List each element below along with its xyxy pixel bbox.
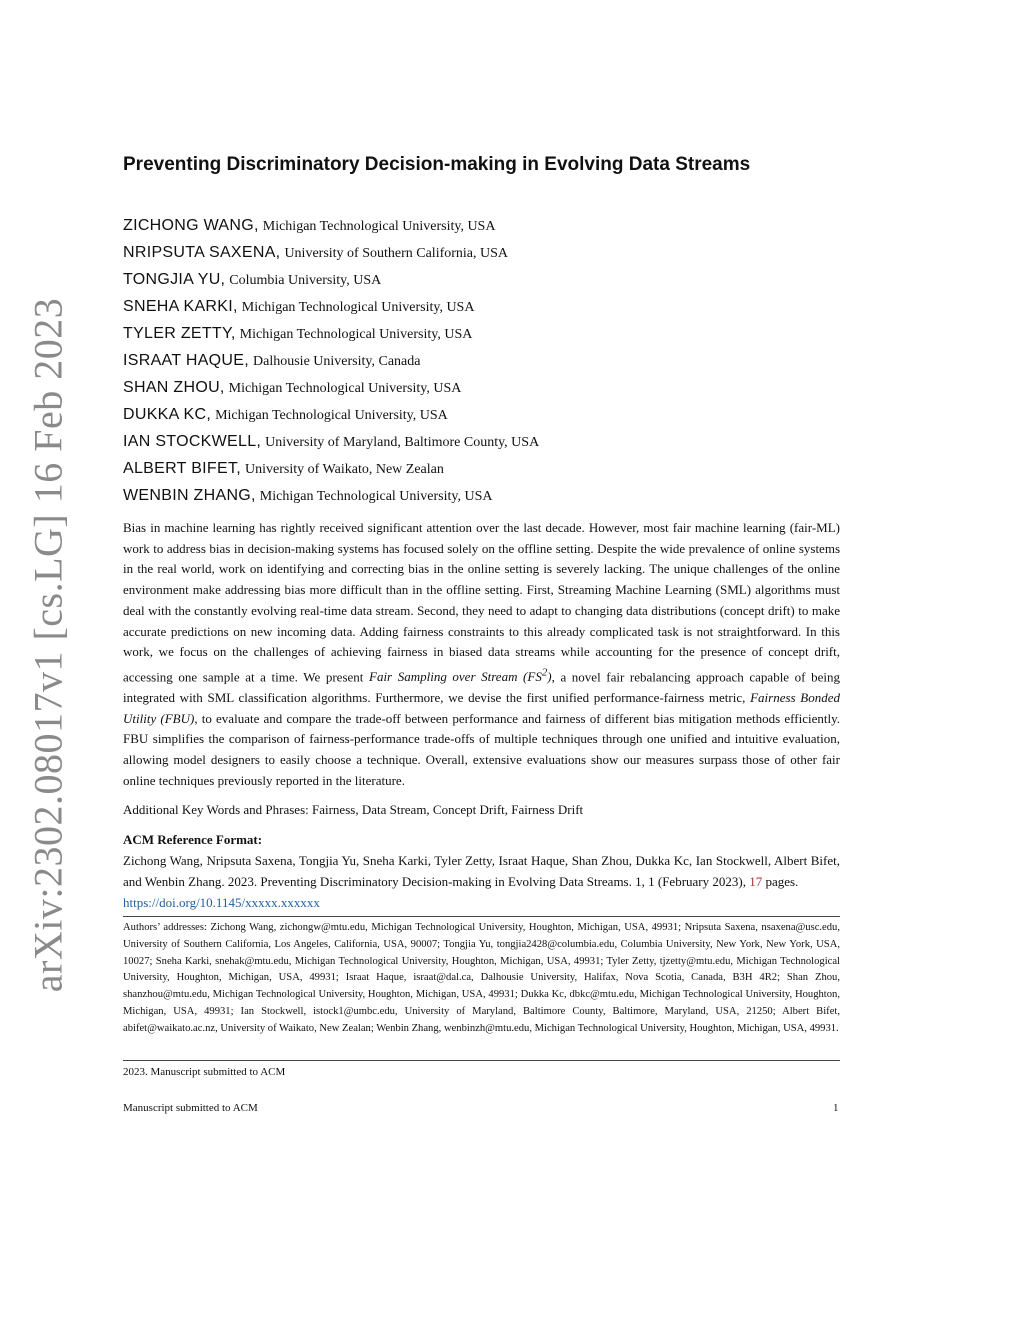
author-affiliation: Michigan Technological University, USA	[241, 300, 475, 315]
author-name: ZICHONG WANG,	[123, 217, 259, 234]
author-entry	[123, 212, 539, 239]
reference-citation: Zichong Wang, Nripsuta Saxena, Tongjia Yu, Sneha Karki, Tyler Zetty, Israat Haque, Shan Zhou, Dukka Kc, Ian Stockwell, Albert Bifet, and Wenbin Zhang. 2023. Preventing Discriminatory Decision-making in Evolving Data Streams. 1, 1 (February 2023),	[123, 853, 840, 889]
author-affiliation: University of Maryland, Baltimore County, USA	[265, 435, 540, 450]
author-name: SHAN ZHOU,	[123, 379, 225, 396]
page-number: 1	[833, 1102, 839, 1114]
author-name: ISRAAT HAQUE,	[123, 352, 250, 369]
reference-format-text	[123, 850, 840, 913]
page-count-link[interactable]: 17	[749, 874, 763, 889]
author-name: WENBIN ZHANG,	[123, 487, 256, 504]
author-affiliation: Dalhousie University, Canada	[253, 354, 421, 369]
author-affiliation: Michigan Technological University, USA	[228, 381, 462, 396]
manuscript-note: 2023. Manuscript submitted to ACM	[123, 1066, 286, 1078]
author-list	[123, 212, 539, 509]
author-name: IAN STOCKWELL,	[123, 433, 262, 450]
author-entry	[123, 482, 539, 509]
author-affiliation: Michigan Technological University, USA	[259, 489, 493, 504]
authors-addresses-footnote: Authors’ addresses: Zichong Wang, zichongw@mtu.edu, Michigan Technological University, Houghton, Michigan, USA, 49931; Nripsuta Saxena, nsaxena@usc.edu, University of Southern California, Los Angeles, California, USA, 90007; Tongjia Yu, tongjia2428@columbia.edu, Columbia University, New York, New York, USA, 10027; Sneha Karki, snehak@mtu.edu, Michigan Technological University, Houghton, Michigan, USA, 49931; Tyler Zetty, tjzetty@mtu.edu, Michigan Technological University, Houghton, Michigan, USA, 49931; Israat Haque, israat@dal.ca, Dalhousie University, Halifax, Nova Scotia, Canada, B3H 4R2; Shan Zhou, shanzhou@mtu.edu, Michigan Technological University, Houghton, Michigan, USA, 49931; Dukka Kc, dbkc@mtu.edu, Michigan Technological University, Houghton, Michigan, USA, 49931; Ian Stockwell, istock1@umbc.edu, University of Maryland, Baltimore County, Baltimore, Maryland, USA, 21250; Albert Bifet, abifet@waikato.ac.nz, University of Waikato, New Zealan; Wenbin Zhang, wenbinzh@mtu.edu, Michigan Technological University, Houghton, Michigan, USA, 49931.	[123, 922, 840, 1034]
author-affiliation: Michigan Technological University, USA	[262, 219, 496, 234]
doi-link[interactable]: https://doi.org/10.1145/xxxxx.xxxxxx	[123, 895, 320, 910]
reference-format-heading: ACM Reference Format:	[123, 832, 263, 847]
author-entry	[123, 347, 539, 374]
author-name: SNEHA KARKI,	[123, 298, 238, 315]
author-affiliation: Michigan Technological University, USA	[239, 327, 473, 342]
keywords: Additional Key Words and Phrases: Fairness, Data Stream, Concept Drift, Fairness Drift	[123, 802, 584, 817]
author-affiliation: University of Waikato, New Zealan	[245, 462, 444, 477]
arxiv-identifier-stamp: arXiv:2302.08017v1 [cs.LG] 16 Feb 2023	[25, 297, 71, 993]
author-entry	[123, 401, 539, 428]
author-name: NRIPSUTA SAXENA,	[123, 244, 281, 261]
author-entry	[123, 293, 539, 320]
method-name: Fair Sampling over Stream $(FS^2)$	[369, 666, 552, 685]
reference-pages-suffix: pages.	[762, 874, 799, 889]
paper-title: Preventing Discriminatory Decision-making in Evolving Data Streams	[123, 154, 751, 175]
author-name: TONGJIA YU,	[123, 271, 226, 288]
author-entry	[123, 266, 539, 293]
abstract-text: , a novel fair rebalancing approach capable of being integrated with SML classification algorithms. Furthermore, we devise the first unified performance-fairness metric,	[123, 669, 840, 705]
author-name: ALBERT BIFET,	[123, 460, 242, 477]
author-entry	[123, 428, 539, 455]
abstract-text: , to evaluate and compare the trade-off between performance and fairness of different bias mitigation methods efficiently. FBU simplifies the comparison of fairness-performance trade-offs of multiple techniques through one unified and intuitive evaluation, allowing model designers to easily choose a technique. Overall, extensive evaluations show our measures surpass those of other fair online techniques previously reported in the literature.	[123, 710, 840, 788]
method-superscript: 2	[541, 666, 548, 679]
manuscript-divider	[123, 1060, 840, 1061]
author-entry	[123, 320, 539, 347]
author-name: TYLER ZETTY,	[123, 325, 236, 342]
abstract	[123, 518, 840, 791]
author-affiliation: Columbia University, USA	[229, 273, 382, 288]
author-name: DUKKA KC,	[123, 406, 212, 423]
author-entry	[123, 374, 539, 401]
author-entry	[123, 239, 539, 266]
author-entry	[123, 455, 539, 482]
metric-name: Fairness Bonded Utility (FBU)	[123, 689, 840, 726]
abstract-text: Bias in machine learning has rightly received significant attention over the last decade. However, most fair machine learning (fair-ML) work to address bias in decision-making systems has focused solely on the offline setting. Despite the wide prevalence of online systems in the real world, work on identifying and correcting bias in the online setting is severely lacking. The unique challenges of the online environment make addressing bias more difficult than in the offline setting. First, Streaming Machine Learning (SML) algorithms must deal with the constantly evolving real-time data stream. Second, they need to adapt to changing data distributions (concept drift) to make accurate predictions on new incoming data. Adding fairness constraints to this already complicated task is not straightforward. In this work, we focus on the challenges of achieving fairness in biased data streams while accounting for the presence of concept drift, accessing one sample at a time. We present	[123, 520, 840, 685]
footnote-divider	[123, 916, 840, 917]
author-affiliation: Michigan Technological University, USA	[215, 408, 448, 423]
author-affiliation: University of Southern California, USA	[284, 246, 509, 261]
running-footer: Manuscript submitted to ACM	[123, 1102, 258, 1114]
